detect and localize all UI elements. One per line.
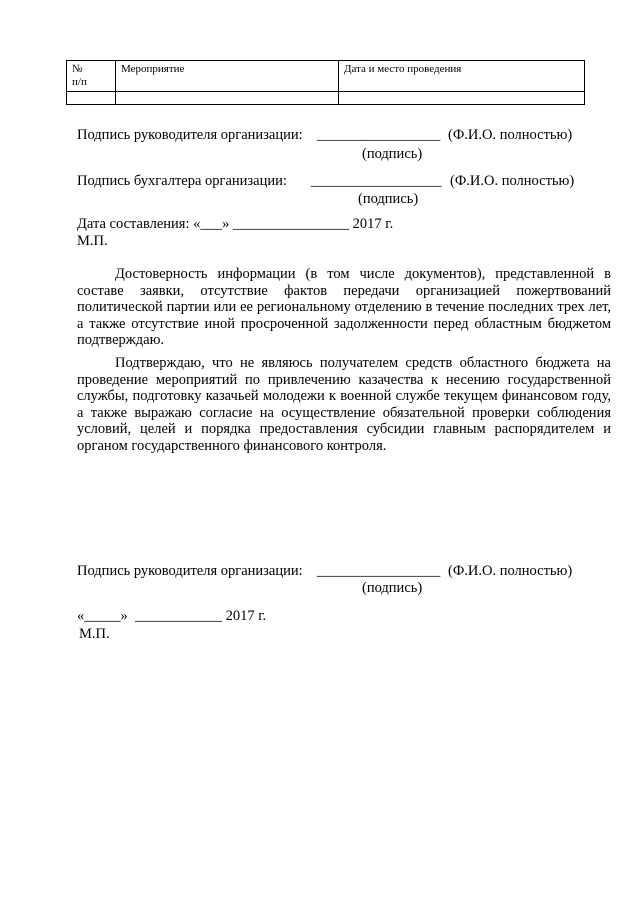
final-stamp-placeholder: М.П. (79, 626, 110, 642)
head-fio-label-2: (Ф.И.О. полностью) (448, 563, 573, 579)
header-number-line2: п/п (72, 76, 87, 88)
paragraph-confirmation (77, 355, 611, 455)
accountant-signature-caption: (подпись) (358, 191, 419, 207)
accountant-signature-label: Подпись бухгалтера организации: (77, 173, 287, 189)
header-number-line1: № (72, 63, 83, 75)
head-signature-label-2: Подпись руководителя организации: (77, 563, 303, 579)
date-prepared-line: Дата составления: «___» ________________ 2017 г. (77, 216, 394, 232)
table-row (67, 92, 585, 105)
header-number (67, 61, 116, 92)
table-cell (339, 92, 585, 105)
table-cell (67, 92, 116, 105)
table-header-row (67, 61, 585, 92)
head-signature-label: Подпись руководителя организации: (77, 127, 303, 143)
final-date-line: «_____» ____________ 2017 г. (77, 608, 267, 624)
accountant-fio-label: (Ф.И.О. полностью) (450, 173, 575, 189)
table-cell (116, 92, 339, 105)
accountant-signature-blank: __________________ (311, 173, 442, 189)
head-fio-label: (Ф.И.О. полностью) (448, 127, 573, 143)
head-signature-caption: (подпись) (362, 146, 423, 162)
head-signature-blank: _________________ (317, 127, 441, 143)
stamp-placeholder: М.П. (77, 233, 108, 249)
head-signature-blank-2: _________________ (317, 563, 441, 579)
header-event: Мероприятие (116, 61, 339, 92)
paragraph-reliability-text: Достоверность информации (в том числе документов), представленной в составе заявки, отсутствие фактов передачи организацией пожертвований политической партии или ее региональному отделению в течение последних трех лет, а также отсутствие иной просроченной задолженности перед областным бюджетом подтверждаю. (77, 266, 611, 349)
paragraph-confirmation-text: Подтверждаю, что не являюсь получателем средств областного бюджета на проведение мероприятий по привлечению казачества к несению государственной службы, подготовку казачьей молодежи к военной службе текущем финансовом году, а также выражаю согласие на осуществление обязательной проверки соблюдения условий, целей и порядка предоставления субсидии главным распорядителем и органом государственного финансового контроля. (77, 355, 611, 454)
paragraph-reliability (77, 266, 611, 349)
header-date-place: Дата и место проведения (339, 61, 585, 92)
head-signature-caption-2: (подпись) (362, 580, 423, 596)
events-table (66, 60, 585, 105)
